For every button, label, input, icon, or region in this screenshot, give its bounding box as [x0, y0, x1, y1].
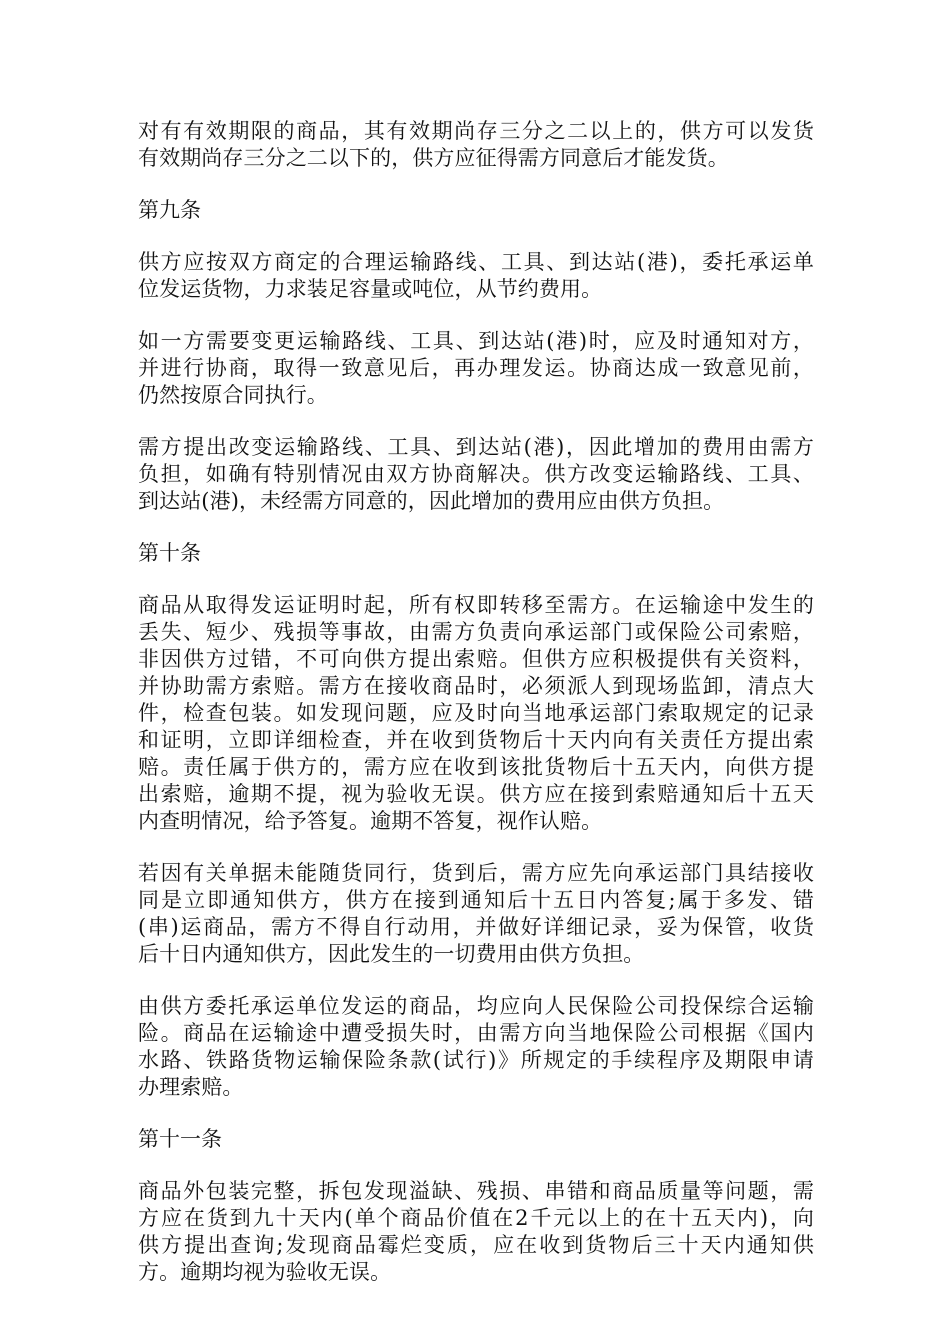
- paragraph-line: 有效期尚存三分之二以下的，供方应征得需方同意后才能发货。: [138, 146, 729, 170]
- paragraph-line: 到达站(港)，未经需方同意的，因此增加的费用应由供方负担。: [138, 489, 725, 513]
- document-page: [138, 118, 814, 1311]
- paragraph-line: 供方应按双方商定的合理运输路线、工具、到达站(港)，委托承运单: [138, 250, 814, 274]
- paragraph-line: 需方提出改变运输路线、工具、到达站(港)，因此增加的费用由需方: [138, 435, 814, 459]
- paragraph-line: 对有有效期限的商品，其有效期尚存三分之二以上的，供方可以发货: [138, 119, 814, 143]
- paragraph-line: 办理索赔。: [138, 1075, 244, 1099]
- paragraph-line: 商品从取得发运证明时起，所有权即转移至需方。在运输途中发生的: [138, 593, 814, 617]
- clause-paragraph: [138, 118, 814, 172]
- paragraph-line: 后十日内通知供方，因此发生的一切费用由供方负担。: [138, 942, 645, 966]
- paragraph-line: 位发运货物，力求装足容量或吨位，从节约费用。: [138, 277, 603, 301]
- paragraph-line: 仍然按原合同执行。: [138, 383, 328, 407]
- paragraph-line: 出索赔，逾期不提，视为验收无误。供方应在接到索赔通知后十五天: [138, 782, 814, 806]
- paragraph-line: 由供方委托承运单位发运的商品，均应向人民保险公司投保综合运输: [138, 994, 814, 1018]
- paragraph-line: 和证明，立即详细检查，并在收到货物后十天内向有关责任方提出索: [138, 728, 814, 752]
- article-heading: 第十条: [138, 541, 201, 565]
- paragraph-line: 负担，如确有特别情况由双方协商解决。供方改变运输路线、工具、: [138, 462, 814, 486]
- paragraph-line: 水路、铁路货物运输保险条款(试行)》所规定的手续程序及期限申请: [138, 1048, 814, 1072]
- paragraph-line: 赔。责任属于供方的，需方应在收到该批货物后十五天内，向供方提: [138, 755, 814, 779]
- paragraph-line: 并协助需方索赔。需方在接收商品时，必须派人到现场监卸，清点大: [138, 674, 814, 698]
- clause-paragraph: [138, 249, 814, 303]
- clause-paragraph: [138, 1178, 814, 1286]
- paragraph-line: 并进行协商，取得一致意见后，再办理发运。协商达成一致意见前，: [138, 356, 814, 380]
- paragraph-line: 如一方需要变更运输路线、工具、到达站(港)时，应及时通知对方，: [138, 329, 814, 353]
- clause-paragraph: [138, 328, 814, 409]
- clause-paragraph: [138, 993, 814, 1101]
- paragraph-line: 若因有关单据未能随货同行，货到后，需方应先向承运部门具结接收: [138, 861, 814, 885]
- paragraph-line: 方应在货到九十天内(单个商品价值在2千元以上的在十五天内)，向: [138, 1206, 814, 1230]
- paragraph-line: 商品外包装完整，拆包发现溢缺、残损、串错和商品质量等问题，需: [138, 1179, 814, 1203]
- clause-paragraph: [138, 434, 814, 515]
- paragraph-line: 非因供方过错，不可向供方提出索赔。但供方应积极提供有关资料，: [138, 647, 814, 671]
- clause-paragraph: [138, 860, 814, 968]
- paragraph-line: 件，检查包装。如发现问题，应及时向当地承运部门索取规定的记录: [138, 701, 814, 725]
- paragraph-line: 供方提出查询;发现商品霉烂变质，应在收到货物后三十天内通知供: [138, 1233, 814, 1257]
- article-heading: 第十一条: [138, 1127, 222, 1151]
- article-heading: 第九条: [138, 198, 201, 222]
- paragraph-line: (串)运商品，需方不得自行动用，并做好详细记录，妥为保管，收货: [138, 915, 814, 939]
- paragraph-line: 同是立即通知供方，供方在接到通知后十五日内答复;属于多发、错: [138, 888, 814, 912]
- paragraph-line: 方。逾期均视为验收无误。: [138, 1260, 392, 1284]
- paragraph-line: 内查明情况，给予答复。逾期不答复，视作认赔。: [138, 809, 603, 833]
- paragraph-line: 丢失、短少、残损等事故，由需方负责向承运部门或保险公司索赔，: [138, 620, 814, 644]
- paragraph-line: 险。商品在运输途中遭受损失时，由需方向当地保险公司根据《国内: [138, 1021, 814, 1045]
- clause-paragraph: [138, 592, 814, 835]
